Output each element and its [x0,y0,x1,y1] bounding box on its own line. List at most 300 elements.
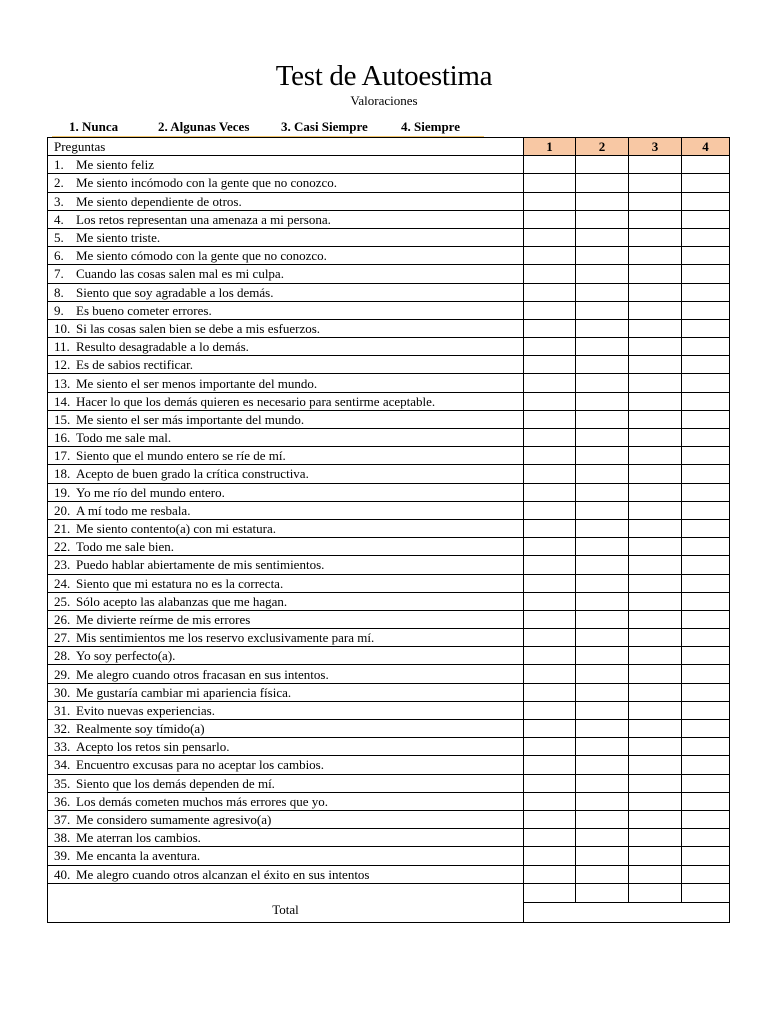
answer-cell-4[interactable] [682,738,730,756]
answer-cell-1[interactable] [524,574,576,592]
question-number: 2. [54,175,64,191]
table-row [48,519,730,537]
question-text: Cuando las cosas salen mal es mi culpa. [76,266,284,282]
question-cell [48,210,524,228]
answer-cell-4[interactable] [682,829,730,847]
answer-cell-4[interactable] [682,556,730,574]
header-col-1: 1 [524,138,576,156]
answer-cell-2[interactable] [576,592,629,610]
answer-cell-4[interactable] [682,756,730,774]
question-number: 22. [54,539,71,555]
question-cell [48,538,524,556]
question-text: Siento que el mundo entero se ríe de mí. [76,448,286,464]
question-text: Siento que soy agradable a los demás. [76,284,274,300]
answer-cell-1[interactable] [524,792,576,810]
answer-cell-3[interactable] [629,629,682,647]
answer-cell-1[interactable] [524,847,576,865]
answer-cell-2[interactable] [576,410,629,428]
answer-cell-4[interactable] [682,538,730,556]
answer-cell-4[interactable] [682,174,730,192]
question-text: Es de sabios rectificar. [76,357,193,373]
answer-cell-2[interactable] [576,247,629,265]
answer-cell-1[interactable] [524,501,576,519]
answer-cell-2[interactable] [576,556,629,574]
question-text: Todo me sale bien. [76,539,175,555]
answer-cell-2[interactable] [576,319,629,337]
answer-cell-2[interactable] [576,683,629,701]
question-number: 16. [54,430,71,446]
answer-cell-2[interactable] [576,301,629,319]
total-spacer-cell [682,883,730,902]
table-row [48,465,730,483]
answer-cell-3[interactable] [629,574,682,592]
answer-cell-1[interactable] [524,392,576,410]
question-text: Acepto los retos sin pensarlo. [76,739,230,755]
question-number: 23. [54,557,71,573]
question-text: Me siento contento(a) con mi estatura. [76,521,276,537]
table-row [48,592,730,610]
answer-cell-2[interactable] [576,338,629,356]
answer-cell-2[interactable] [576,228,629,246]
answer-cell-4[interactable] [682,392,730,410]
answer-cell-4[interactable] [682,774,730,792]
answer-cell-1[interactable] [524,228,576,246]
page-title: Test de Autoestima [275,60,493,92]
question-text: Me siento el ser más importante del mundo. [76,411,305,427]
answer-cell-1[interactable] [524,865,576,883]
answer-cell-2[interactable] [576,665,629,683]
answer-cell-4[interactable] [682,356,730,374]
question-text: Los retos representan una amenaza a mi persona. [76,211,331,227]
answer-cell-2[interactable] [576,283,629,301]
answer-cell-4[interactable] [682,374,730,392]
answer-cell-3[interactable] [629,210,682,228]
table-row [48,265,730,283]
answer-cell-2[interactable] [576,465,629,483]
answer-cell-1[interactable] [524,410,576,428]
answer-cell-1[interactable] [524,174,576,192]
question-cell [48,610,524,628]
question-text: Me divierte reírme de mis errores [76,611,251,627]
question-cell [48,265,524,283]
answer-cell-3[interactable] [629,847,682,865]
answer-cell-2[interactable] [576,392,629,410]
answer-cell-4[interactable] [682,865,730,883]
answer-cell-1[interactable] [524,210,576,228]
header-col-4: 4 [682,138,730,156]
answer-cell-2[interactable] [576,774,629,792]
answer-cell-3[interactable] [629,447,682,465]
answer-cell-3[interactable] [629,829,682,847]
question-text: Me gustaría cambiar mi apariencia física. [76,684,292,700]
answer-cell-3[interactable] [629,665,682,683]
question-number: 30. [54,684,71,700]
question-number: 31. [54,702,71,718]
question-text: Todo me sale mal. [76,430,172,446]
answer-cell-1[interactable] [524,647,576,665]
answer-cell-3[interactable] [629,465,682,483]
question-number: 10. [54,320,71,336]
question-text: Me siento el ser menos importante del mundo. [76,375,318,391]
answer-cell-1[interactable] [524,192,576,210]
question-number: 26. [54,611,71,627]
answer-cell-4[interactable] [682,647,730,665]
answer-cell-4[interactable] [682,683,730,701]
question-text: Me considero sumamente agresivo(a) [76,812,272,828]
answer-cell-2[interactable] [576,356,629,374]
table-row [48,665,730,683]
answer-cell-3[interactable] [629,592,682,610]
answer-cell-1[interactable] [524,774,576,792]
scale-option-4: 4. Siempre [401,119,460,134]
answer-cell-1[interactable] [524,538,576,556]
answer-cell-4[interactable] [682,210,730,228]
answer-cell-4[interactable] [682,301,730,319]
table-row [48,483,730,501]
answer-cell-2[interactable] [576,756,629,774]
answer-cell-2[interactable] [576,720,629,738]
answer-cell-2[interactable] [576,483,629,501]
answer-cell-4[interactable] [682,429,730,447]
rating-scale [52,119,484,137]
answer-cell-3[interactable] [629,810,682,828]
answer-cell-3[interactable] [629,538,682,556]
answer-cell-3[interactable] [629,701,682,719]
answer-cell-2[interactable] [576,574,629,592]
answer-cell-3[interactable] [629,156,682,174]
question-cell [48,247,524,265]
question-text: Siento que los demás dependen de mí. [76,775,275,791]
question-rows [48,156,730,884]
question-text: Me siento incómodo con la gente que no conozco. [76,175,338,191]
answer-cell-3[interactable] [629,683,682,701]
answer-cell-3[interactable] [629,756,682,774]
answer-cell-3[interactable] [629,392,682,410]
answer-cell-3[interactable] [629,356,682,374]
question-cell [48,338,524,356]
answer-cell-2[interactable] [576,447,629,465]
answer-cell-4[interactable] [682,192,730,210]
question-text: Evito nuevas experiencias. [76,702,215,718]
answer-cell-4[interactable] [682,319,730,337]
table-row [48,374,730,392]
answer-cell-3[interactable] [629,556,682,574]
answer-cell-1[interactable] [524,319,576,337]
answer-cell-4[interactable] [682,338,730,356]
answer-cell-1[interactable] [524,429,576,447]
answer-cell-3[interactable] [629,338,682,356]
question-cell [48,629,524,647]
answer-cell-1[interactable] [524,338,576,356]
question-text: Me encanta la aventura. [76,848,201,864]
question-cell [48,465,524,483]
answer-cell-2[interactable] [576,192,629,210]
answer-cell-3[interactable] [629,283,682,301]
answer-cell-1[interactable] [524,374,576,392]
question-cell [48,847,524,865]
question-text: Mis sentimientos me los reservo exclusivamente para mí. [76,630,375,646]
question-cell [48,283,524,301]
question-text: Resulto desagradable a lo demás. [76,339,249,355]
answer-cell-1[interactable] [524,447,576,465]
question-number: 28. [54,648,71,664]
answer-cell-2[interactable] [576,174,629,192]
total-spacer-cell [629,883,682,902]
answer-cell-1[interactable] [524,556,576,574]
answer-cell-3[interactable] [629,865,682,883]
answer-cell-3[interactable] [629,429,682,447]
question-cell [48,738,524,756]
answer-cell-3[interactable] [629,774,682,792]
answer-cell-3[interactable] [629,410,682,428]
scale-option-3: 3. Casi Siempre [281,119,368,134]
question-number: 38. [54,830,71,846]
answer-cell-1[interactable] [524,610,576,628]
table-row [48,774,730,792]
answer-cell-4[interactable] [682,592,730,610]
answer-cell-4[interactable] [682,665,730,683]
answer-cell-4[interactable] [682,156,730,174]
answer-cell-2[interactable] [576,829,629,847]
answer-cell-4[interactable] [682,410,730,428]
question-text: Yo me río del mundo entero. [76,484,225,500]
answer-cell-1[interactable] [524,665,576,683]
answer-cell-3[interactable] [629,247,682,265]
question-number: 36. [54,793,71,809]
question-text: Los demás cometen muchos más errores que yo. [76,793,328,809]
answer-cell-2[interactable] [576,647,629,665]
answer-cell-3[interactable] [629,720,682,738]
answer-cell-4[interactable] [682,265,730,283]
answer-cell-3[interactable] [629,501,682,519]
answer-cell-1[interactable] [524,356,576,374]
table-row [48,538,730,556]
question-text: Me siento feliz [76,157,154,173]
answer-cell-4[interactable] [682,701,730,719]
question-cell [48,501,524,519]
question-cell [48,865,524,883]
answer-cell-4[interactable] [682,283,730,301]
table-row [48,829,730,847]
question-text: Yo soy perfecto(a). [76,648,176,664]
answer-cell-1[interactable] [524,301,576,319]
question-number: 37. [54,812,71,828]
question-cell [48,519,524,537]
answer-cell-2[interactable] [576,538,629,556]
answer-cell-4[interactable] [682,720,730,738]
answer-cell-4[interactable] [682,610,730,628]
header-preguntas: Preguntas [48,138,524,156]
answer-cell-2[interactable] [576,156,629,174]
question-cell [48,483,524,501]
question-cell [48,665,524,683]
answer-cell-3[interactable] [629,647,682,665]
answer-cell-3[interactable] [629,319,682,337]
answer-cell-2[interactable] [576,501,629,519]
answer-cell-1[interactable] [524,829,576,847]
question-cell [48,410,524,428]
answer-cell-2[interactable] [576,865,629,883]
page-subtitle: Valoraciones [350,93,418,108]
question-text: Siento que mi estatura no es la correcta. [76,575,284,591]
table-row [48,738,730,756]
answer-cell-3[interactable] [629,738,682,756]
question-number: 7. [54,266,64,282]
question-cell [48,429,524,447]
answer-cell-2[interactable] [576,738,629,756]
question-number: 40. [54,866,71,882]
answer-cell-3[interactable] [629,374,682,392]
question-number: 8. [54,284,64,300]
table-header-row [48,138,730,156]
question-cell [48,156,524,174]
answer-cell-4[interactable] [682,810,730,828]
table-row [48,683,730,701]
answer-cell-2[interactable] [576,792,629,810]
answer-cell-1[interactable] [524,701,576,719]
question-cell [48,574,524,592]
answer-cell-1[interactable] [524,247,576,265]
question-text: Sólo acepto las alabanzas que me hagan. [76,593,288,609]
question-number: 20. [54,502,71,518]
answer-cell-1[interactable] [524,519,576,537]
answer-cell-4[interactable] [682,574,730,592]
answer-cell-3[interactable] [629,192,682,210]
answer-cell-4[interactable] [682,483,730,501]
answer-cell-1[interactable] [524,592,576,610]
question-number: 6. [54,248,64,264]
question-number: 17. [54,448,71,464]
table-row [48,574,730,592]
question-text: A mí todo me resbala. [76,502,191,518]
question-number: 11. [54,339,70,355]
table-row [48,447,730,465]
question-number: 39. [54,848,71,864]
table-row [48,156,730,174]
table-row [48,247,730,265]
question-cell [48,301,524,319]
answer-cell-3[interactable] [629,228,682,246]
answer-cell-4[interactable] [682,629,730,647]
answer-cell-2[interactable] [576,374,629,392]
answer-cell-4[interactable] [682,247,730,265]
answer-cell-1[interactable] [524,465,576,483]
question-text: Puedo hablar abiertamente de mis sentimientos. [76,557,325,573]
answer-cell-2[interactable] [576,519,629,537]
answer-cell-1[interactable] [524,283,576,301]
answer-cell-3[interactable] [629,792,682,810]
answer-cell-1[interactable] [524,810,576,828]
table-row [48,556,730,574]
question-text: Realmente soy tímido(a) [76,721,205,737]
total-spacer-cell [576,883,629,902]
question-number: 3. [54,193,64,209]
answer-cell-3[interactable] [629,265,682,283]
answer-cell-4[interactable] [682,847,730,865]
question-cell [48,174,524,192]
answer-cell-2[interactable] [576,265,629,283]
table-row [48,865,730,883]
table-row [48,301,730,319]
question-text: Me alegro cuando otros fracasan en sus intentos. [76,666,329,682]
question-cell [48,720,524,738]
table-row [48,174,730,192]
answer-cell-4[interactable] [682,228,730,246]
question-text: Me siento triste. [76,230,161,246]
question-number: 25. [54,593,71,609]
answer-cell-1[interactable] [524,756,576,774]
answer-cell-1[interactable] [524,156,576,174]
question-text: Si las cosas salen bien se debe a mis esfuerzos. [76,320,321,336]
question-number: 29. [54,666,71,682]
total-sum-cell[interactable] [524,902,730,922]
answer-cell-2[interactable] [576,610,629,628]
table-row [48,283,730,301]
question-cell [48,374,524,392]
question-cell [48,356,524,374]
answer-cell-2[interactable] [576,429,629,447]
answer-cell-3[interactable] [629,610,682,628]
question-number: 14. [54,393,71,409]
answer-cell-1[interactable] [524,483,576,501]
question-number: 32. [54,721,71,737]
total-label: Total [48,883,524,922]
question-number: 4. [54,211,64,227]
answer-cell-1[interactable] [524,265,576,283]
question-cell [48,792,524,810]
answer-cell-4[interactable] [682,792,730,810]
answer-cell-2[interactable] [576,701,629,719]
question-text: Me siento cómodo con la gente que no conozco. [76,248,327,264]
answer-cell-2[interactable] [576,810,629,828]
answer-cell-3[interactable] [629,174,682,192]
question-cell [48,192,524,210]
answer-cell-1[interactable] [524,720,576,738]
table-row [48,610,730,628]
answer-cell-3[interactable] [629,301,682,319]
answer-cell-2[interactable] [576,629,629,647]
question-text: Encuentro excusas para no aceptar los cambios. [76,757,324,773]
answer-cell-1[interactable] [524,629,576,647]
answer-cell-2[interactable] [576,847,629,865]
table-row [48,629,730,647]
table-row [48,501,730,519]
questionnaire-table [47,137,730,923]
table-row [48,429,730,447]
header-col-3: 3 [629,138,682,156]
answer-cell-1[interactable] [524,738,576,756]
table-row [48,701,730,719]
question-number: 12. [54,357,71,373]
answer-cell-4[interactable] [682,465,730,483]
table-row [48,792,730,810]
answer-cell-4[interactable] [682,519,730,537]
answer-cell-4[interactable] [682,447,730,465]
answer-cell-1[interactable] [524,683,576,701]
table-row [48,338,730,356]
question-cell [48,319,524,337]
question-number: 13. [54,375,71,391]
question-cell [48,829,524,847]
question-number: 24. [54,575,71,591]
question-cell [48,647,524,665]
scale-option-1: 1. Nunca [69,119,119,134]
question-text: Me siento dependiente de otros. [76,193,242,209]
answer-cell-4[interactable] [682,501,730,519]
answer-cell-2[interactable] [576,210,629,228]
answer-cell-3[interactable] [629,519,682,537]
answer-cell-3[interactable] [629,483,682,501]
